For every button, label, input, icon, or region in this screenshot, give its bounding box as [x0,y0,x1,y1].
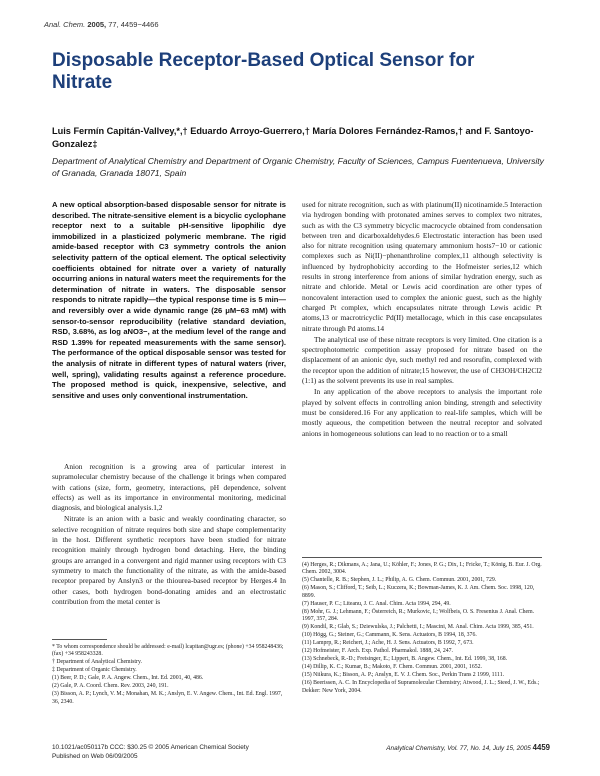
reference: (14) Dillip, K. C.; Kumar, B.; Makoto, F. Chem. Commun. 2001, 2001, 1652. [302,664,482,671]
reference: (1) Beer, P. D.; Gale, P. A. Angew. Chem., Int. Ed. 2001, 40, 486. [52,675,204,682]
journal-abbrev: Anal. Chem. [44,20,86,29]
reference: (16) Beerissen, A. C. In Encyclopedia of Supramolecular Chemistry; Atwood, J. L.; Steed, J. W., Eds.; Dekker: New York, 2004. [302,680,540,694]
reference: (8) Mohr, G. J.; Lehmann, F.; Österreich, R.; Murkovic, I.; Wolfbeis, O. S. Fresenius J. Anal. Chem. 1997, 357, 284. [302,608,535,623]
paragraph: In any application of the above receptors to analysis the important role played by solvent effects in controlling anion binding, strength and selectivity must be considered.16 For any application to real-life samples, which will be mostly aqueous, the competition between the neutral receptor and solvated anions in homogeneous solutions can lead to no reaction or to a small [302,387,542,438]
author-list: Luis Fermín Capitán-Vallvey,*,† Eduardo Arroyo-Guerrero,† María Dolores Fernández-Ramos,† and F. Santoyo-Gonzalez‡ [52,126,534,149]
abstract: A new optical absorption-based disposable sensor for nitrate is described. The nitrate-sensitive element is a bicyclic cyclophane receptor next to a suitable pH-sensitive lipophilic dye immobilized in a plasticized polymeric membrane. The rigid amide-based receptor with C3 symmetry controls the anion selectivity pattern of the optical element. The optical selectivity coefficients obtained for nitrate over a variety of naturally occurring anions in natural waters meet the requirements for the determination of nitrate in waters. The disposable sensor responds to nitrate rapidly—the typical response time is 5 min—and reversibly over a wide dynamic range (26 μM−63 mM) with sensor-to-sensor reproducibility (relative standard deviation, RSD, 3.68%, as log aNO3−, at the medium level of the range and RSD 1.39% for repeated measurements with the same sensor). The performance of the optical disposable sensor was tested for the analysis of nitrate in different types of natural waters (river, well, spring), validating results against a reference procedure. The proposed method is quick, inexpensive, selective, and sensitive and uses only conventional instrumentation. [52,200,286,400]
journal-reference [44,20,159,29]
journal-volume-pages: 77, 4459−4466 [108,20,159,29]
footnote-divider [52,639,107,640]
reference: (13) Schnebeck, R.-D.; Freisinger, E.; Lippert, B. Angew. Chem., Int. Ed. 1999, 38, 168. [302,656,508,663]
reference: (4) Herges, R.; Dikmans, A.; Jana, U.; Köhler, F.; Jones, P. G.; Dix, I.; Fricke, T.; König, B. Eur. J. Org. Chem. 2002, 3004. [302,562,542,576]
footnote: * To whom correspondence should be addressed: e-mail) lcapitan@ugr.es; (phone) +34 958248436; (fax) +34 958243328. [52,644,284,658]
body-left-column [52,462,286,608]
published-line: Published on Web 06/09/2005 [52,752,138,760]
reference: (3) Bisson, A. P.; Lynch, V. M.; Monahan, M. K.; Anslyn, E. V. Angew. Chem., Int. Ed. Engl. 1997, 36, 2340. [52,691,283,705]
footnotes [52,644,286,707]
paragraph: The analytical use of these nitrate receptors is very limited. One citation is a spectrophotometric competition assay proposed for nitrate based on the displacement of an anionic dye, such methyl red and resorufin, complexed with the receptor upon the addition of nitrate;15 however, the use of CH3OH/CH2Cl2 (1:1) as the solvent prevents its use in real samples. [302,334,542,386]
article-title: Disposable Receptor-Based Optical Sensor for Nitrate [52,50,475,93]
doi-line: 10.1021/ac050117b CCC: $30.25 © 2005 American Chemical Society [52,744,249,751]
footnote: ‡ Department of Organic Chemistry. [52,667,137,674]
paragraph: Anion recognition is a growing area of particular interest in supramolecular chemistry because of the challenge it brings when compared with cations (size, form, geometry, interactions, pH dependence, solvent effects) as well as its importance in environmental monitoring, medicinal diagnosis, and biological analysis.1,2 [52,462,286,513]
reference: (11) Lamprp, R.; Reichert, J.; Ache, H. J. Sens. Actuators, B 1992, 7, 673. [302,640,474,647]
reference: (12) Hofmeister, F. Arch. Exp. Pathol. Pharmakol. 1888, 24, 247. [302,648,453,655]
footnote: † Department of Analytical Chemistry. [52,659,142,666]
reference: (7) Hauser, P. C.; Liteanu, J. C. Anal. Chim. Acta 1994, 294, 49. [302,600,451,607]
references-divider [302,557,542,558]
journal-citation: Analytical Chemistry, Vol. 77, No. 14, July 15, 2005 [386,745,531,752]
reference: (9) Kondil, R.; Glab, S.; Dziewulska, J.; Palchetti, I.; Mascini, M. Anal. Chim. Acta 1999, 385, 451. [302,624,534,631]
footer-right [330,744,550,754]
paragraph: Nitrate is an anion with a basic and weakly coordinating character, so selective recognition of nitrate requires both size and shape complementarity in the host. Different synthetic receptors have been studied for nitrate recognition mainly through hydrogen bond detaching. Here, the binding groups are arranged in a convergent and rigid manner using receptors with C3 symmetry to match the functionality of the nitrate, as with the amide-based receptor prepared by Anslyn3 or the thiourea-based receptor by Herges.4 In other cases, both hydrogen bond-donating amides and an electrostatic contribution from the metal center is [52,514,286,606]
journal-year: 2005, [87,20,107,29]
footer-left [52,744,292,761]
reference: (2) Gale, P. A. Coord. Chem. Rev. 2003, 240, 191. [52,683,169,690]
reference: (6) Mason, S.; Clifford, T.; Seib, L.; Kuczera, K.; Bowman-James, K. J. Am. Chem. Soc. 1998, 120, 8899. [302,585,535,599]
reference: (10) Högg, G.; Steiner, G.; Cammann, K. Sens. Actuators, B 1994, 18, 376. [302,632,477,639]
page-number: 4459 [532,743,550,752]
body-right-column [302,200,542,440]
references [302,562,542,696]
paragraph: used for nitrate recognition, such as with platinum(II) nicotinamide.5 Interaction via hydrogen bonding with protonated amines serves to complex two nitrates, such as with the C3 symmetry bicyclic macrocycle obtained from condensation between tren and dicarboxaldehydes.6 Electrostatic interaction has been used also for nitrate recognition using quaternary ammonium hosts7−10 or cationic complexes such as Ni(II)−phenanthroline complex,11 although selectivity is influenced by hydrophobicity according to the Hofmeister series,12 which results in strong interference from anions of similar hydration energy, such as nitrate and chloride. Metal or Lewis acid coordination are other types of noncovalent interaction used to complex the anionic guest, such as the highly charged Pt complex, which encapsulates nitrate through Lewis acidic Pt atoms,13 or macrotricyclic Pd(II) metallocage, which in this case encapsulates nitrate through Pd atoms.14 [302,200,542,333]
affiliation: Department of Analytical Chemistry and Department of Organic Chemistry, Faculty of Sciences, Campus Fuentenueva, University of Granada, Granada 18071, Spain [52,156,544,178]
reference: (5) Chantelle, R. B.; Stephen, J. L.; Philip, A. G. Chem. Commun. 2001, 2001, 729. [302,577,497,584]
reference: (15) Niikura, K.; Bisson, A. P.; Anslyn, E. V. J. Chem. Soc., Perkin Trans 2 1999, 1111. [302,672,505,679]
